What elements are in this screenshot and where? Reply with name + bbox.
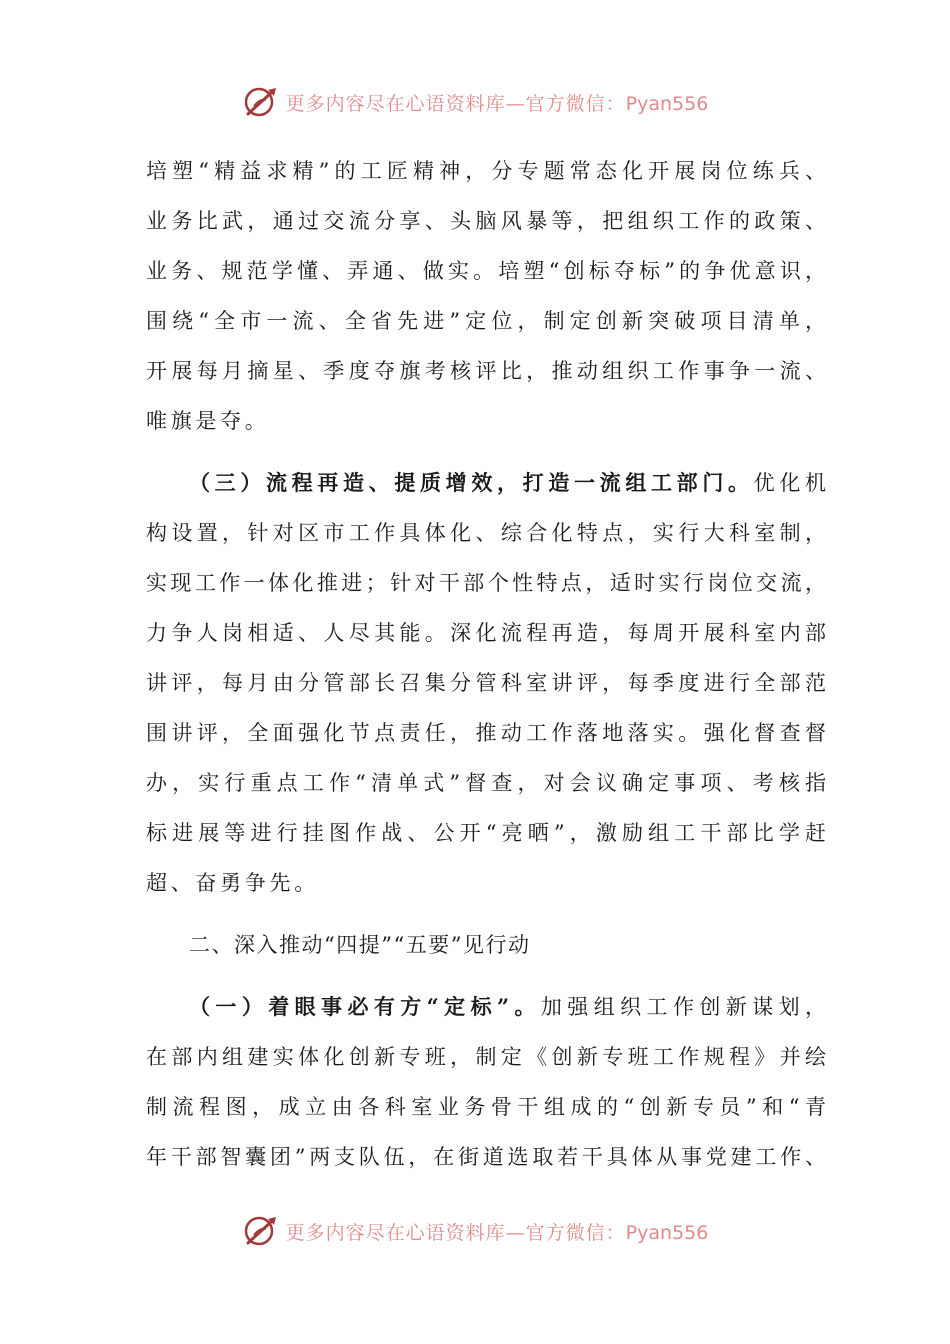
subsection-heading: （三）流程再造、提质增效，打造一流组工部门。: [189, 470, 754, 495]
text-run: 优化机: [753, 471, 827, 495]
text-line: 制流程图，成立由各科室业务骨干组成的“创新专员”和“青: [146, 1095, 826, 1119]
footer-banner: [0, 1209, 950, 1253]
text-line: 业务、规范学懂、弄通、做实。培塑“创标夺标”的争优意识，: [146, 259, 826, 283]
subsection-heading: （一）着眼事必有方“定标”。: [189, 994, 541, 1019]
text-line: 标进展等进行挂图作战、公开“亮晒”，激励组工干部比学赶: [146, 821, 826, 845]
banner-text: [286, 1218, 709, 1245]
text-run: 加强组织工作创新谋划，: [540, 995, 826, 1019]
section-heading: 二、深入推动“四提”“五要”见行动: [189, 933, 531, 957]
banner-cn-text: 更多内容尽在心语资料库—官方微信：: [285, 92, 626, 115]
header-banner: [0, 80, 950, 124]
banner-cn-text: 更多内容尽在心语资料库—官方微信：: [285, 1221, 626, 1244]
text-line: 业务比武，通过交流分享、头脑风暴等，把组织工作的政策、: [146, 209, 826, 233]
text-line: 办，实行重点工作“清单式”督查，对会议确定事项、考核指: [146, 771, 826, 795]
text-line: 超、奋勇争先。: [146, 871, 319, 895]
banner-wechat-id: Pyan556: [625, 92, 709, 115]
text-line: 围讲评，全面强化节点责任，推动工作落地落实。强化督查督: [146, 721, 826, 745]
text-line: 开展每月摘星、季度夺旗考核评比，推动组织工作事争一流、: [146, 359, 826, 383]
document-body: [146, 146, 826, 1182]
text-line: 力争人岗相适、人尽其能。深化流程再造，每周开展科室内部: [146, 621, 826, 645]
text-line: 构设置，针对区市工作具体化、综合化特点，实行大科室制，: [146, 521, 826, 545]
paragraph-first-line: [146, 458, 826, 508]
text-line: 围绕“全市一流、全省先进”定位，制定创新突破项目清单，: [146, 309, 826, 333]
pen-logo-icon: [242, 1213, 282, 1249]
pen-logo-icon: [242, 84, 282, 120]
text-line: 实现工作一体化推进；针对干部个性特点，适时实行岗位交流，: [146, 571, 826, 595]
text-line: 培塑“精益求精”的工匠精神，分专题常态化开展岗位练兵、: [146, 159, 826, 183]
paragraph-first-line: [146, 982, 826, 1032]
banner-text: [286, 89, 709, 116]
text-line: 年干部智囊团”两支队伍，在街道选取若干具体从事党建工作、: [146, 1145, 826, 1169]
text-line: 在部内组建实体化创新专班，制定《创新专班工作规程》并绘: [146, 1045, 826, 1069]
text-line: 讲评，每月由分管部长召集分管科室讲评，每季度进行全部范: [146, 671, 826, 695]
text-line: 唯旗是夺。: [146, 409, 270, 433]
banner-wechat-id: Pyan556: [625, 1221, 709, 1244]
